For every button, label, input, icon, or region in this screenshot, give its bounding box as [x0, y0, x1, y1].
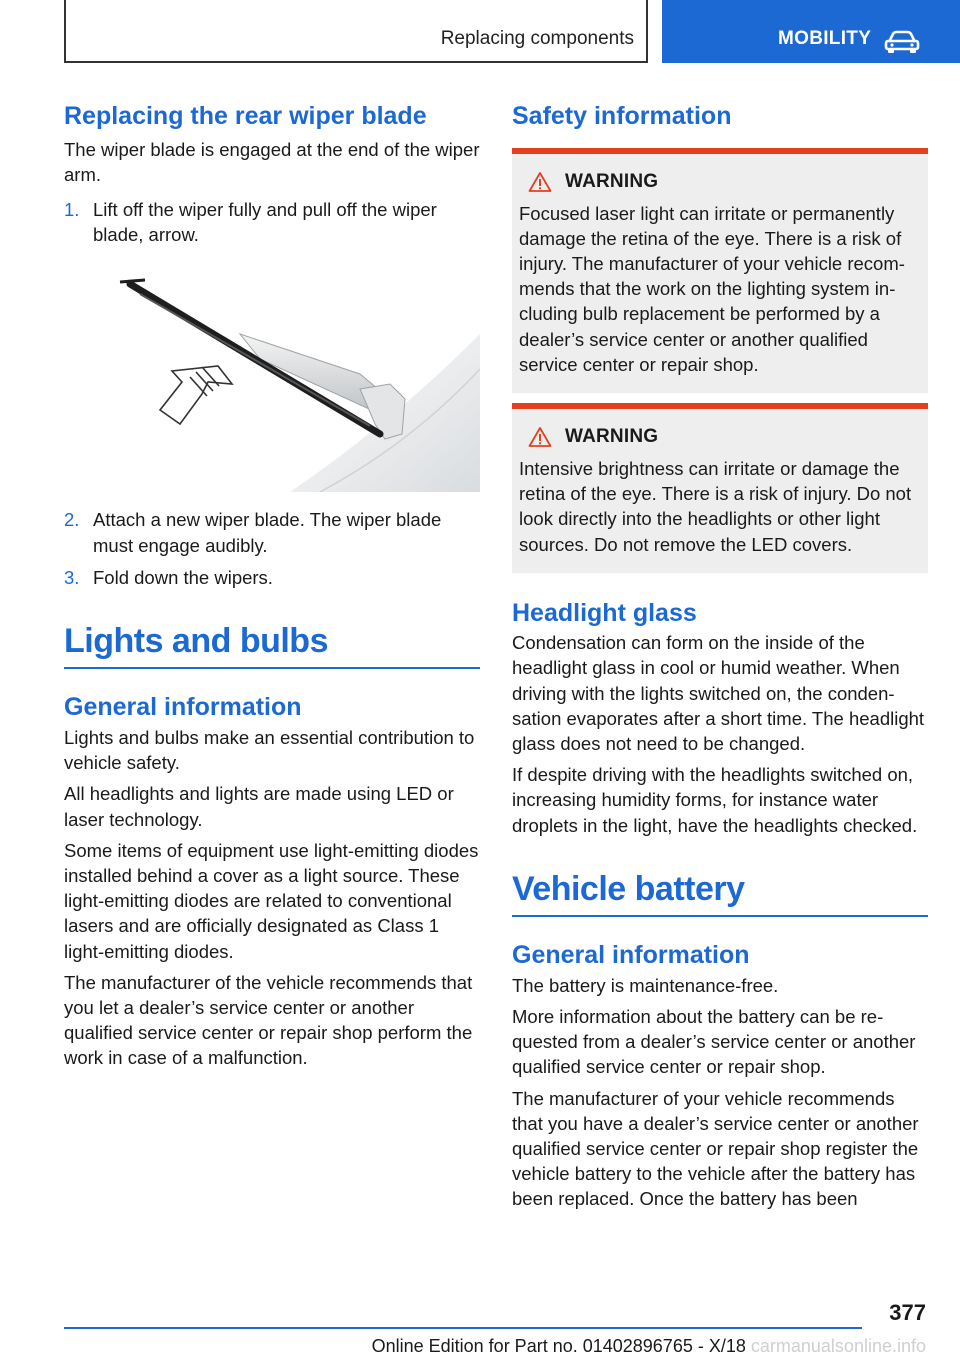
warning-triangle-icon	[528, 171, 552, 193]
warning-triangle-icon	[528, 426, 552, 448]
lights-heading: Lights and bulbs	[64, 621, 328, 660]
footer-edition	[372, 1336, 926, 1357]
warning-box	[512, 403, 928, 573]
lights-paragraph: Lights and bulbs make an essential contribution to vehicle safety.	[64, 726, 475, 774]
headlight-glass-paragraph: If despite driving with the headlights switched on, increasing humidity forms, for instance water droplets in the light, have the headlights checked.	[512, 764, 918, 836]
step-item	[64, 197, 480, 247]
headlight-glass-heading: Headlight glass	[512, 598, 697, 627]
section-title: Replacing components	[440, 28, 634, 49]
warning-text: Focused laser light can irritate or permanently damage the retina of the eye. There is a risk of injury. The manufacturer of your vehicle recommends that the work on the lighting system including bulb replacement be performed by a dealer’s service center or another qualified service center or repair shop.	[519, 202, 905, 375]
heading-rule	[512, 915, 928, 917]
step-number: 2.	[64, 509, 80, 531]
edition-text: Online Edition for Part no. 01402896765 - X/18	[371, 1336, 746, 1356]
lights-paragraph: Some items of equipment use light-emitting diodes installed behind a cover as a light source. These light-emitting diodes are related to conventional lasers and are officially designated as Class 1 light-emitting diodes.	[64, 839, 479, 962]
step-text: Lift off the wiper fully and pull off the wiper blade, arrow.	[93, 198, 437, 246]
battery-paragraph: The manufacturer of your vehicle recommends that you have a dealer’s service center or another qualified service center or repair shop register the vehicle battery to the vehicle after the battery has been replaced. Once the battery has been	[512, 1087, 919, 1210]
right-column	[512, 100, 928, 1218]
warning-title: WARNING	[565, 170, 659, 192]
rear-wiper-heading: Replacing the rear wiper blade	[64, 102, 427, 130]
warning-box	[512, 148, 928, 393]
chapter-label: MOBILITY	[778, 28, 872, 49]
wiper-blade-illustration	[90, 274, 480, 492]
car-icon	[884, 30, 920, 54]
battery-paragraph: More information about the battery can be requested from a dealer’s service center or another qualified service center or repair shop.	[512, 1006, 916, 1078]
step-item	[64, 507, 480, 557]
chapter-tab	[662, 0, 960, 63]
header-section-box	[64, 0, 648, 63]
lights-paragraph: All headlights and lights are made using LED or laser technology.	[64, 783, 454, 830]
step-text: Fold down the wipers.	[93, 566, 273, 588]
step-number: 1.	[64, 198, 80, 220]
rear-wiper-intro: The wiper blade is engaged at the end of the wiper arm.	[64, 138, 480, 185]
battery-paragraph: The battery is maintenance-free.	[512, 974, 779, 996]
footer-rule	[64, 1327, 862, 1329]
battery-heading: Vehicle battery	[512, 869, 745, 908]
step-number: 3.	[64, 566, 80, 588]
lights-paragraph: The manufacturer of the vehicle recommends that you let a dealer’s service center or another qualified service center or repair shop perform the work in case of a malfunction.	[64, 971, 473, 1069]
heading-rule	[64, 667, 480, 669]
left-column	[64, 100, 480, 1077]
step-text: Attach a new wiper blade. The wiper blade must engage audibly.	[93, 509, 442, 556]
headlight-glass-paragraph: Condensation can form on the inside of the headlight glass in cool or humid weather. When driving with the lights switched on, the condensation evaporates after a short time. The headlight glass does not need to be changed.	[512, 632, 925, 755]
lights-subheading: General information	[64, 693, 302, 722]
watermark: carmanualsonline.info	[750, 1336, 926, 1356]
warning-text: Intensive brightness can irritate or damage the retina of the eye. There is a risk of injury. Do not look directly into the headlights or other light sources. Do not remove the LED covers.	[519, 457, 912, 555]
page-number: 377	[889, 1300, 926, 1325]
battery-subheading: General information	[512, 941, 750, 970]
step-item	[64, 565, 480, 590]
warning-title: WARNING	[565, 425, 659, 447]
safety-heading: Safety information	[512, 102, 732, 130]
